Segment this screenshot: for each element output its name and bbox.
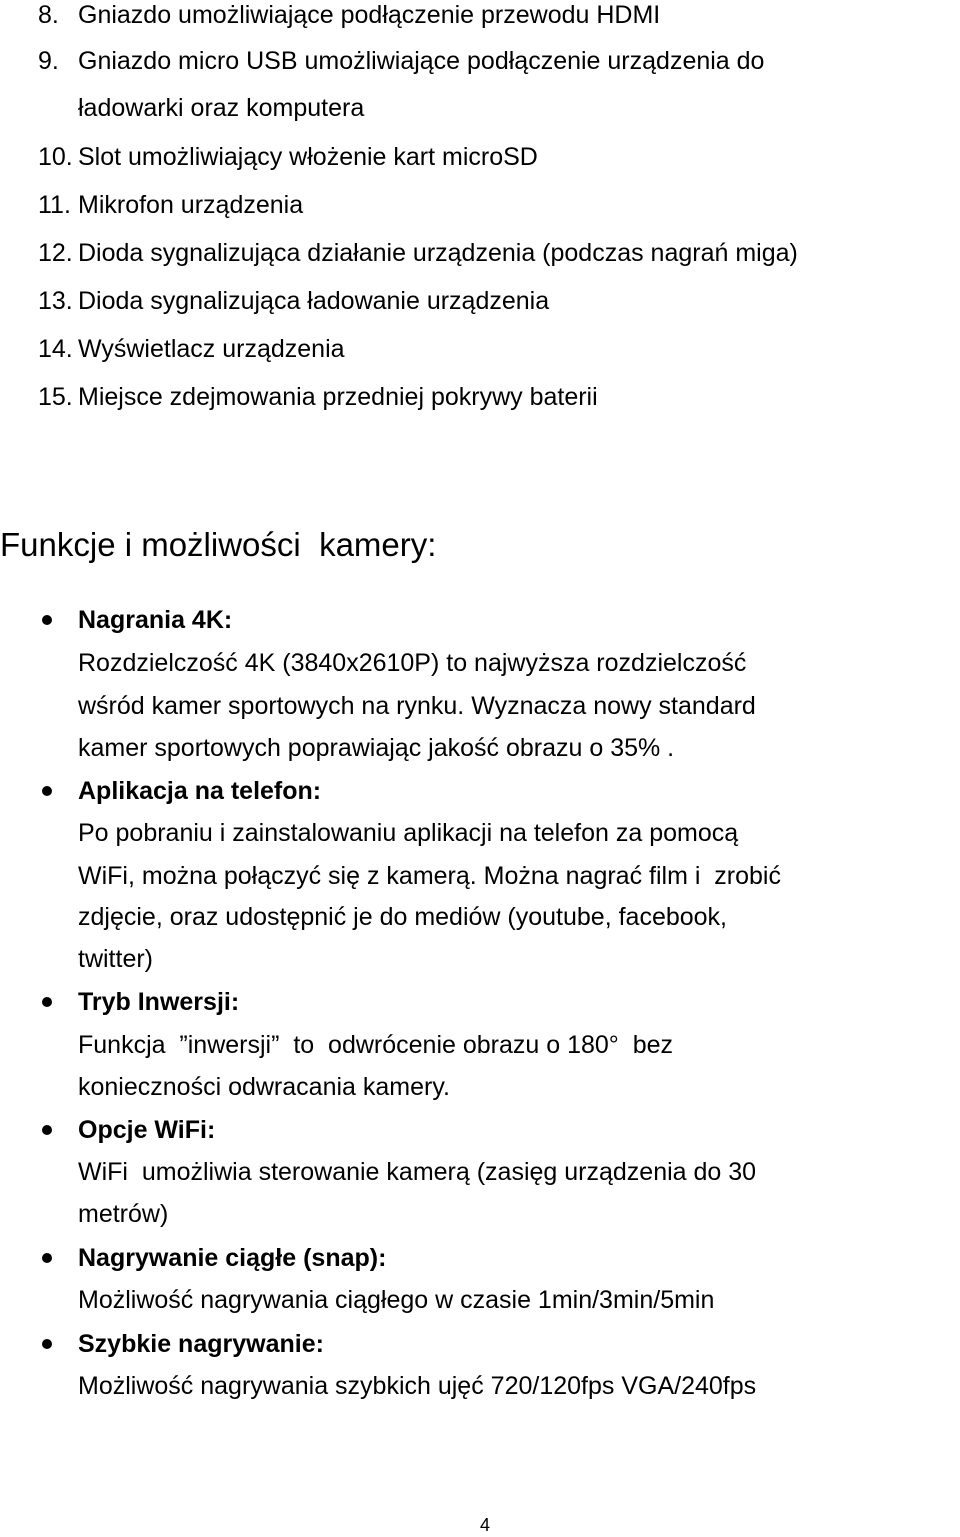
list-item-number: 15. (38, 383, 73, 411)
list-item-text: Gniazdo micro USB umożliwiające podłączenie urządzenia do (78, 47, 765, 75)
list-item-text: Miejsce zdejmowania przedniej pokrywy baterii (78, 383, 598, 411)
list-item-number: 9. (38, 47, 59, 75)
feature-text: wśród kamer sportowych na rynku. Wyznacza nowy standard (78, 692, 756, 720)
list-item-text: Dioda sygnalizująca działanie urządzenia (podczas nagrań miga) (78, 239, 798, 267)
feature-title: Aplikacja na telefon: (78, 777, 322, 805)
bullet-icon (42, 997, 52, 1007)
bullet-icon (42, 615, 52, 625)
bullet-icon (42, 786, 52, 796)
list-item-text: Dioda sygnalizująca ładowanie urządzenia (78, 287, 550, 315)
bullet-icon (42, 1253, 52, 1263)
feature-text: zdjęcie, oraz udostępnić je do mediów (youtube, facebook, (78, 903, 727, 931)
feature-title: Szybkie nagrywanie: (78, 1330, 324, 1358)
feature-title: Opcje WiFi: (78, 1116, 216, 1144)
list-item-number: 14. (38, 335, 73, 363)
list-item-number: 12. (38, 239, 73, 267)
bullet-icon (42, 1125, 52, 1135)
feature-title: Nagrywanie ciągłe (snap): (78, 1244, 387, 1272)
feature-text: Możliwość nagrywania ciągłego w czasie 1min/3min/5min (78, 1286, 715, 1314)
list-item-number: 10. (38, 143, 73, 171)
feature-text: Funkcja ”inwersji” to odwrócenie obrazu o 180° bez (78, 1031, 674, 1059)
list-item-number: 8. (38, 1, 59, 29)
page-number: 4 (480, 1515, 491, 1535)
feature-text: konieczności odwracania kamery. (78, 1073, 450, 1101)
feature-text: Rozdzielczość 4K (3840x2610P) to najwyższa rozdzielczość (78, 649, 747, 677)
list-item-text: ładowarki oraz komputera (78, 94, 365, 122)
feature-text: WiFi umożliwia sterowanie kamerą (zasięg urządzenia do 30 (78, 1158, 757, 1186)
list-item-text: Slot umożliwiający włożenie kart microSD (78, 143, 538, 171)
bullet-icon (42, 1339, 52, 1349)
feature-text: kamer sportowych poprawiając jakość obrazu o 35% . (78, 734, 675, 762)
list-item-text: Gniazdo umożliwiające podłączenie przewodu HDMI (78, 1, 661, 29)
section-heading: Funkcje i możliwości kamery: (0, 526, 437, 563)
feature-title: Nagrania 4K: (78, 606, 233, 634)
feature-text: Możliwość nagrywania szybkich ujęć 720/120fps VGA/240fps (78, 1372, 757, 1400)
list-item-number: 13. (38, 287, 73, 315)
list-item-text: Mikrofon urządzenia (78, 191, 304, 219)
list-item-text: Wyświetlacz urządzenia (78, 335, 345, 363)
list-item-number: 11. (38, 191, 71, 219)
feature-text: Po pobraniu i zainstalowaniu aplikacji na telefon za pomocą (78, 819, 739, 847)
feature-text: twitter) (78, 945, 153, 973)
feature-title: Tryb Inwersji: (78, 988, 240, 1016)
feature-text: WiFi, można połączyć się z kamerą. Można nagrać film i zrobić (78, 862, 781, 890)
feature-text: metrów) (78, 1200, 169, 1228)
